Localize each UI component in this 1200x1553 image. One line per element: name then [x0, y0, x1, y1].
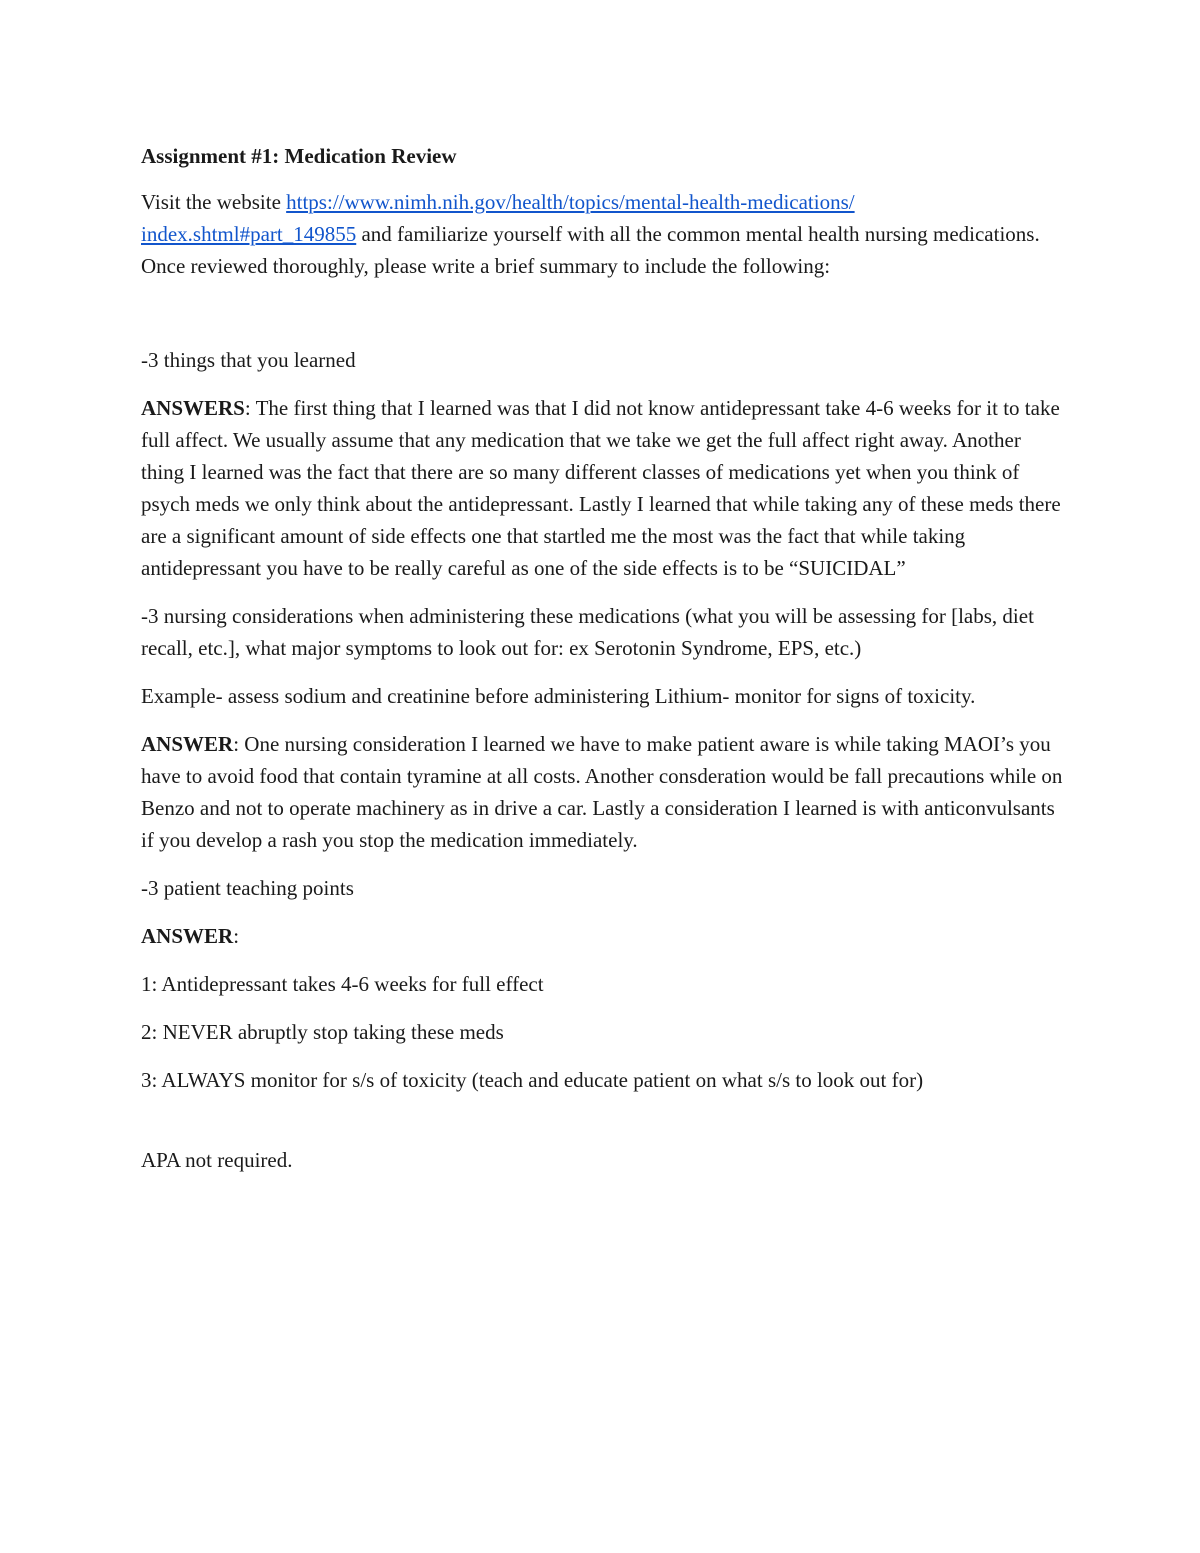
- nimh-link-continued[interactable]: index.shtml#part_149855: [141, 222, 357, 246]
- section3-prompt: -3 patient teaching points: [141, 876, 354, 900]
- document-page: [141, 140, 1066, 1192]
- section2-answer-label: ANSWER: [141, 732, 234, 756]
- blank-spacer: [141, 1112, 1066, 1144]
- section1-answer-text: : The first thing that I learned was that I did not know antidepressant take 4-6 weeks for it to take full affect. We usually assume that any medication that we take we get the full affect right away. Another thing I learned was the fact that there are so many different classes of medications yet when you think of psych meds we only think about the antidepressant. Lastly I learned that while taking any of these meds there are a significant amount of side effects one that startled me the most was the fact that while taking antidepressant you have to be really careful as one of the side effects is to be “SUICIDAL”: [141, 396, 1061, 580]
- intro-prefix: Visit the website: [141, 190, 287, 214]
- section2-example: Example- assess sodium and creatinine before administering Lithium- monitor for signs of toxicity.: [141, 684, 976, 708]
- footer-note: APA not required.: [141, 1148, 293, 1172]
- intro-paragraph: [141, 186, 1066, 282]
- section1-answer: [141, 392, 1066, 584]
- teaching-point: 2: NEVER abruptly stop taking these meds: [141, 1020, 504, 1044]
- intro-suffix: and familiarize yourself with all the common mental health nursing medications. Once reviewed thoroughly, please write a brief summary to include the following:: [141, 222, 1040, 278]
- section2-prompt: -3 nursing considerations when administering these medications (what you will be assessing for [labs, diet recall, etc.], what major symptoms to look out for: ex Serotonin Syndrome, EPS, etc.): [141, 604, 1034, 660]
- section3-answer-label: ANSWER: [141, 924, 234, 948]
- blank-spacer: [141, 298, 1066, 344]
- section3-answer-suffix: :: [233, 924, 240, 948]
- section2-answer: [141, 728, 1066, 856]
- nimh-link[interactable]: https://www.nimh.nih.gov/health/topics/mental-health-medications/: [286, 190, 855, 214]
- assignment-title: Assignment #1: Medication Review: [141, 144, 457, 168]
- teaching-point: 3: ALWAYS monitor for s/s of toxicity (teach and educate patient on what s/s to look out for): [141, 1068, 924, 1092]
- section1-prompt: -3 things that you learned: [141, 348, 356, 372]
- section2-answer-text: : One nursing consideration I learned we have to make patient aware is while taking MAOI’s you have to avoid food that contain tyramine at all costs. Another consderation would be fall precautions while on Benzo and not to operate machinery as in drive a car. Lastly a consideration I learned is with anticonvulsants if you develop a rash you stop the medication immediately.: [141, 732, 1063, 852]
- section3-answer: [141, 920, 1066, 952]
- section1-answer-label: ANSWERS: [141, 396, 245, 420]
- teaching-point: 1: Antidepressant takes 4-6 weeks for full effect: [141, 972, 544, 996]
